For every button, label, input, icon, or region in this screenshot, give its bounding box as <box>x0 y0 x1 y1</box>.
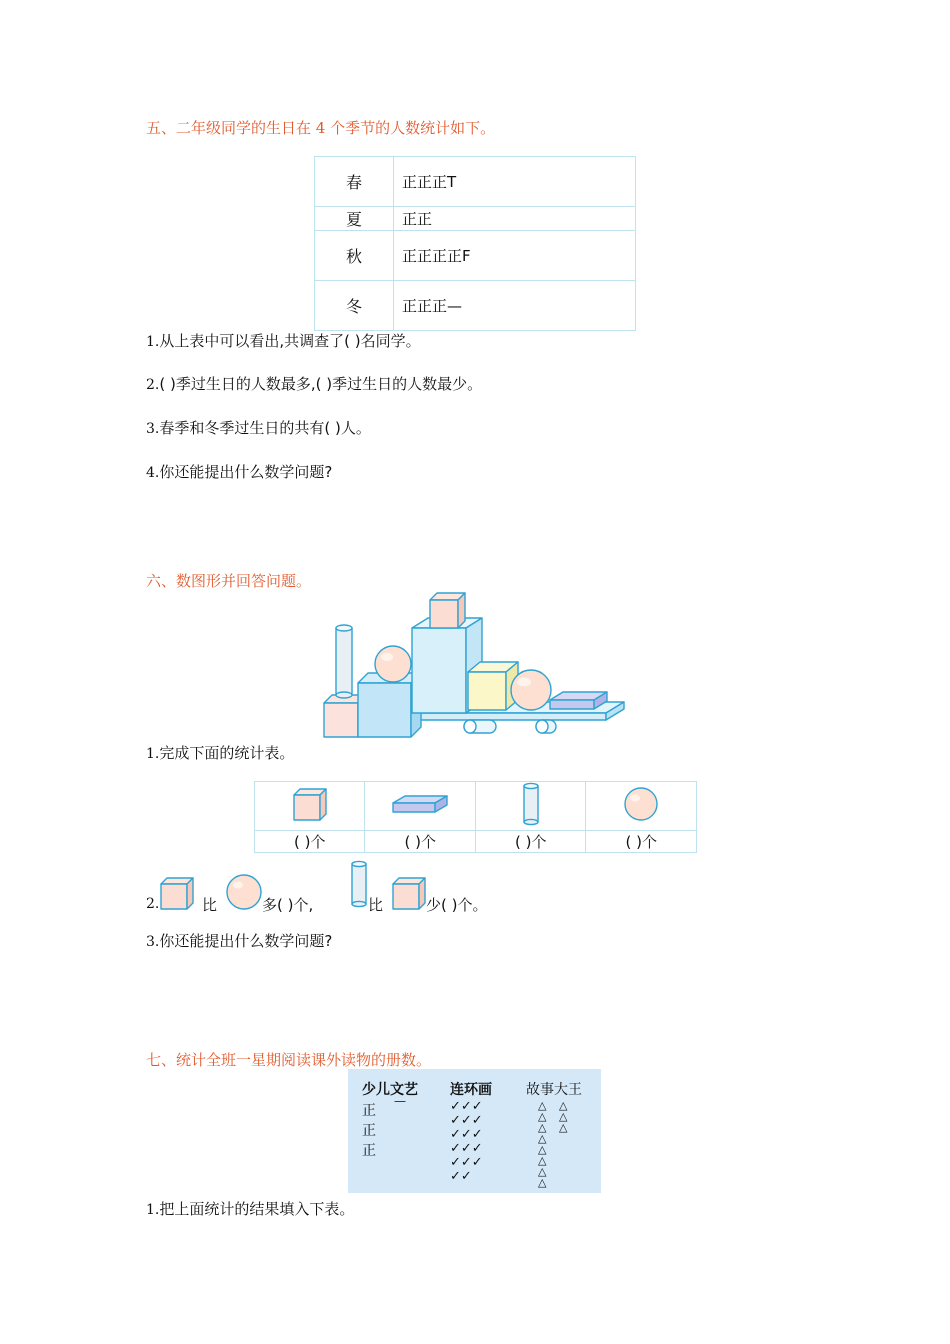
triangle-mark: △ <box>538 1165 547 1178</box>
s6-q2-num: 2. <box>146 896 160 912</box>
reading-survey-board <box>348 1069 601 1193</box>
triangle-mark: △ <box>538 1110 547 1123</box>
s5-question-1: 1.从上表中可以看出,共调查了( )名同学。 <box>146 332 421 350</box>
tally-winter: 正正正— <box>394 281 636 331</box>
cube-count: ( )个 <box>255 831 365 853</box>
s6-question-3: 3.你还能提出什么数学问题? <box>146 932 333 950</box>
section5-title: 五、二年级同学的生日在 4 个季节的人数统计如下。 <box>146 119 496 137</box>
col-children-literature: 少儿文艺 <box>362 1082 418 1098</box>
col-story-king: 故事大王 <box>526 1082 582 1098</box>
season-winter: 冬 <box>315 281 394 331</box>
triangle-mark: △ <box>559 1110 568 1123</box>
section7-title: 七、统计全班一星期阅读课外读物的册数。 <box>146 1051 432 1069</box>
cylinder-icon <box>349 860 369 908</box>
cube-icon <box>291 786 329 822</box>
check-row: ✓✓✓ <box>450 1099 483 1114</box>
shape-count-table <box>254 781 697 853</box>
tally-extra-mark: — <box>394 1094 406 1108</box>
check-row: ✓✓✓ <box>450 1113 483 1128</box>
season-autumn: 秋 <box>315 231 394 281</box>
triangle-mark: △ <box>538 1143 547 1156</box>
cuboid-cell <box>365 782 476 831</box>
sphere-icon <box>224 872 264 912</box>
triangle-mark: △ <box>538 1154 547 1167</box>
s7-question-1: 1.把上面统计的结果填入下表。 <box>146 1200 355 1218</box>
cube-icon <box>158 875 196 911</box>
cylinder-count: ( )个 <box>476 831 586 853</box>
tally-mark: 正 <box>362 1103 376 1119</box>
season-summer: 夏 <box>315 207 394 231</box>
check-row: ✓✓✓ <box>450 1141 483 1156</box>
triangle-mark: △ <box>559 1121 568 1134</box>
triangle-mark: △ <box>538 1132 547 1145</box>
s6-q2-duo: 多( )个, <box>262 896 314 914</box>
tally-mark: 正 <box>362 1143 376 1159</box>
col-comics: 连环画 <box>450 1082 492 1098</box>
cuboid-count: ( )个 <box>365 831 476 853</box>
s6-q2-bi: 比 <box>202 896 218 914</box>
s5-question-4: 4.你还能提出什么数学问题? <box>146 463 333 481</box>
check-row: ✓✓✓ <box>450 1127 483 1142</box>
cylinder-icon <box>521 782 541 826</box>
s5-question-2: 2.( )季过生日的人数最多,( )季过生日的人数最少。 <box>146 375 483 393</box>
s6-question-1: 1.完成下面的统计表。 <box>146 744 295 762</box>
cube-icon <box>390 875 428 911</box>
triangle-mark: △ <box>538 1176 547 1189</box>
shapes-illustration <box>318 586 630 740</box>
tally-spring: 正正正T <box>394 157 636 207</box>
s5-question-3: 3.春季和冬季过生日的共有( )人。 <box>146 419 371 437</box>
triangle-mark: △ <box>559 1099 568 1112</box>
check-row: ✓✓ <box>450 1169 472 1184</box>
check-row: ✓✓✓ <box>450 1155 483 1170</box>
cylinder-cell <box>476 782 586 831</box>
triangle-mark: △ <box>538 1099 547 1112</box>
cuboid-icon <box>391 793 449 815</box>
s6-q2-shao: 少( )个。 <box>426 896 488 914</box>
s6-q2-bi2: 比 <box>368 896 384 914</box>
tally-summer: 正正 <box>394 207 636 231</box>
section6-title: 六、数图形并回答问题。 <box>146 572 312 590</box>
sphere-cell <box>586 782 697 831</box>
cube-cell <box>255 782 365 831</box>
sphere-icon <box>622 785 660 823</box>
triangle-mark: △ <box>538 1121 547 1134</box>
tally-autumn: 正正正正F <box>394 231 636 281</box>
sphere-count: ( )个 <box>586 831 697 853</box>
tally-mark: 正 <box>362 1123 376 1139</box>
season-spring: 春 <box>315 157 394 207</box>
birthday-table <box>314 156 636 331</box>
